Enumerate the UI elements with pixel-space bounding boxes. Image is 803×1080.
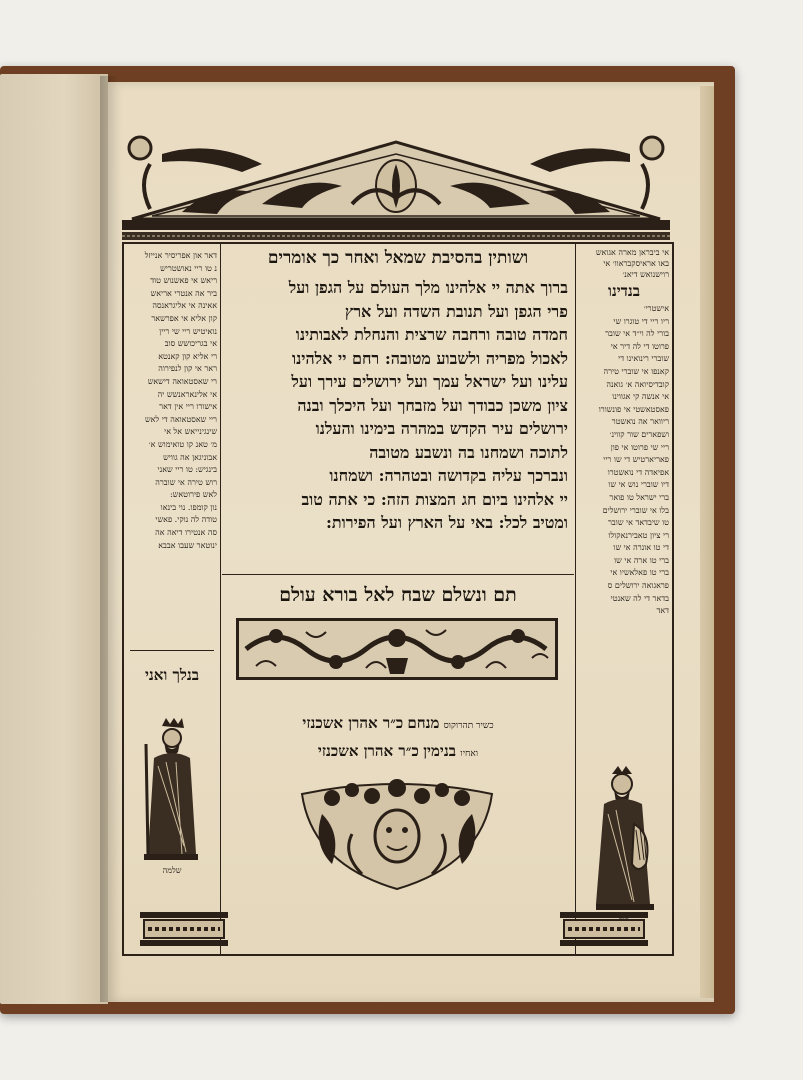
right-column-line: ריי שי פרוטו אי פון (610, 442, 669, 452)
right-column-line: ריוואר אה נואשטר (611, 417, 669, 427)
right-header-line: רוישנואש דיאנ׳ (622, 270, 669, 279)
king-solomon-woodcut (132, 714, 210, 864)
floral-vine-ornament (236, 618, 558, 680)
right-column-line: אי אנשה קי אגווינו (612, 392, 669, 402)
blessing-line: לאכול מפריה ולשבוע מטובה: רחם יי אלהינו (291, 348, 568, 368)
right-column-line: בורי לה וי״ד אי שובר (605, 329, 669, 339)
right-column-line: דיו שוברי נוש אי שו (608, 480, 669, 490)
left-separator (130, 650, 214, 651)
left-column-line: אי אלינאראנשש יה (157, 389, 217, 399)
blessing-line: לתוכה ושמחנו בה ונשבע מטובה (369, 442, 568, 462)
right-column-line: ברי ישראל טו פואר (609, 492, 669, 502)
right-column-line: שוברי רינואינו די (618, 354, 669, 364)
right-header-line: באו אראיסקבראוו׳ אי (603, 259, 669, 268)
king-david-woodcut (584, 764, 662, 914)
text-frame (122, 242, 674, 956)
right-column-line: בלו אי שוברי ירושלים (602, 505, 669, 515)
right-column-line: קאנפו אי שוברי טירה (603, 366, 669, 376)
left-column-line: נואיטיש ריי שי ריין (159, 326, 217, 336)
right-column-line: פאריארטיש די שו ריי (603, 455, 669, 465)
printer-credit-line-2: ואחיו בנימין כ״ר אהרן אשכנזי (317, 742, 479, 760)
left-figure-caption: שלמה (162, 866, 182, 875)
section-divider (222, 574, 574, 575)
right-column-header (576, 244, 672, 280)
right-column-line: ושפארים שור קווינ׳ (609, 429, 669, 439)
blessing-line: ברוך אתה יי אלהינו מלך העולם על הגפן ועל (288, 278, 568, 297)
right-column-line: קובדיסיואה א׳ גואנה (606, 379, 669, 389)
open-book (0, 66, 735, 1014)
blessing-line: חמדה טובה ורחבה שרצית והנחלת לאבותינו (295, 325, 568, 344)
right-column-line: טו שיבדאד אי שובר (607, 518, 669, 528)
left-column-line: ינוטאר שעבו אבבא (158, 540, 217, 550)
colophon-closing: תם ונשלם שבח לאל בורא עולם (279, 584, 517, 606)
left-column-line: אאינה אי אליגראנסה (152, 301, 217, 311)
left-column-text (124, 244, 220, 552)
blessing-line: ומטיב לכל: באי על הארץ ועל הפירות: (325, 513, 568, 532)
left-column-line: רי שאסטאואה דישאש (147, 376, 217, 386)
right-column-line: ברי טו ארה אי שו (614, 555, 669, 565)
left-column-line: נ טו ריי נאושטריש (160, 263, 217, 273)
left-column-line: ריאש אי פאשנוש טוד (150, 276, 217, 286)
left-column-line: שינגינייאש אל אי (164, 427, 217, 437)
right-column-line: דאד (656, 606, 669, 616)
left-column-line: רוש טירה אי שוברה (155, 477, 217, 487)
after-blessing-text (228, 276, 568, 535)
right-column-line: ברי טו פאלאשיו אי (610, 568, 669, 578)
left-column-line: לאש פירוטאש: (169, 490, 217, 500)
left-column-line: רי אליא קון קאנטא (158, 351, 217, 361)
left-column-line: אישורו ריי אין דאר (159, 402, 217, 412)
right-header-line: אי ביבראן מארה אגואש (595, 248, 669, 257)
left-column-line: אבוניגאן אה גוויש (163, 452, 217, 462)
left-translation-column (124, 244, 221, 954)
right-column-line: פראגואה ירושלים ס (607, 581, 669, 591)
left-column-line: ראר אי קון לנפירוה (158, 364, 217, 374)
left-column-title: בנלך ואני (145, 666, 199, 684)
right-column-line: פרוטו די לה דיר אי (610, 341, 669, 351)
blessing-line: עלינו ועל ישראל עמך ועל ירושלים עירך ועל (291, 372, 568, 391)
right-column-line: אפיאדה די נואשטרו (607, 467, 669, 477)
left-column-line: סה אנטירו דיאה אה (155, 528, 217, 538)
left-column-line: ריי שאסטאואה די לאש (144, 414, 217, 424)
left-column-line: אי בגריכושש סוב (164, 339, 217, 349)
left-column-line: דאר און אפריסיר אנייזל (144, 251, 217, 260)
blessing-line: ציון משכן כבודך ועל מזבחך ועל היכלך ובנה (297, 395, 568, 415)
blessing-line: יי אלהינו ביום חג המצות הזה: כי אתה טוב (301, 489, 568, 509)
instruction-heading: ושותין בהסיבת שמאל ואחר כך אומרים (267, 248, 529, 268)
blank-left-page (0, 74, 108, 1004)
left-column-line: בינגיש: טו ריי שאני (157, 465, 217, 475)
left-column-line: קון אליא אי אפרשאר (151, 313, 217, 323)
left-column-line: ביר אה אנטרי אריאש (150, 288, 217, 298)
left-pedestal-ornament (140, 912, 228, 946)
page-edges (700, 86, 714, 998)
right-column-text (576, 303, 672, 618)
pediment-headpiece (122, 124, 670, 242)
left-column-line: מ׳ טאנ קו טואימוש א׳ (148, 439, 217, 449)
blessing-line: ונברכך עליה בקדושה ובטהרה: ושמחנו (329, 466, 568, 485)
right-column-line: פאסטאשטי אי פונשורו (598, 404, 669, 414)
right-column-line: בדאר די לה שאנטי (610, 593, 669, 603)
right-translation-column (575, 244, 672, 954)
blessing-line: פרי הגפן ועל תנובת השדה ועל ארץ (344, 301, 568, 321)
right-column-line: די טו אונרה אי שו (613, 543, 669, 553)
printed-page (108, 82, 714, 1002)
main-text-panel (222, 244, 574, 954)
blessing-line: ירושלים עיר הקדש במהרה בימינו והעלנו (315, 419, 568, 438)
fruit-mask-tailpiece (292, 774, 502, 894)
right-column-line: אישטרי׳ (643, 304, 669, 313)
right-pedestal-ornament (560, 912, 648, 946)
left-column-line: נון קומפו. נוי בינאו (160, 502, 217, 512)
left-column-line: טודה לה נוקי. פאשי (155, 515, 217, 525)
right-column-line: ריו ריי די טוגרו שי (613, 316, 669, 326)
printer-credit-line-1: כשיר תהרוקוס מנחם כ״ר אהרן אשכנזי (302, 714, 494, 732)
right-column-line: רי ציון טאבירנאקולו (608, 530, 669, 540)
right-column-title: בנדינו (608, 282, 640, 300)
